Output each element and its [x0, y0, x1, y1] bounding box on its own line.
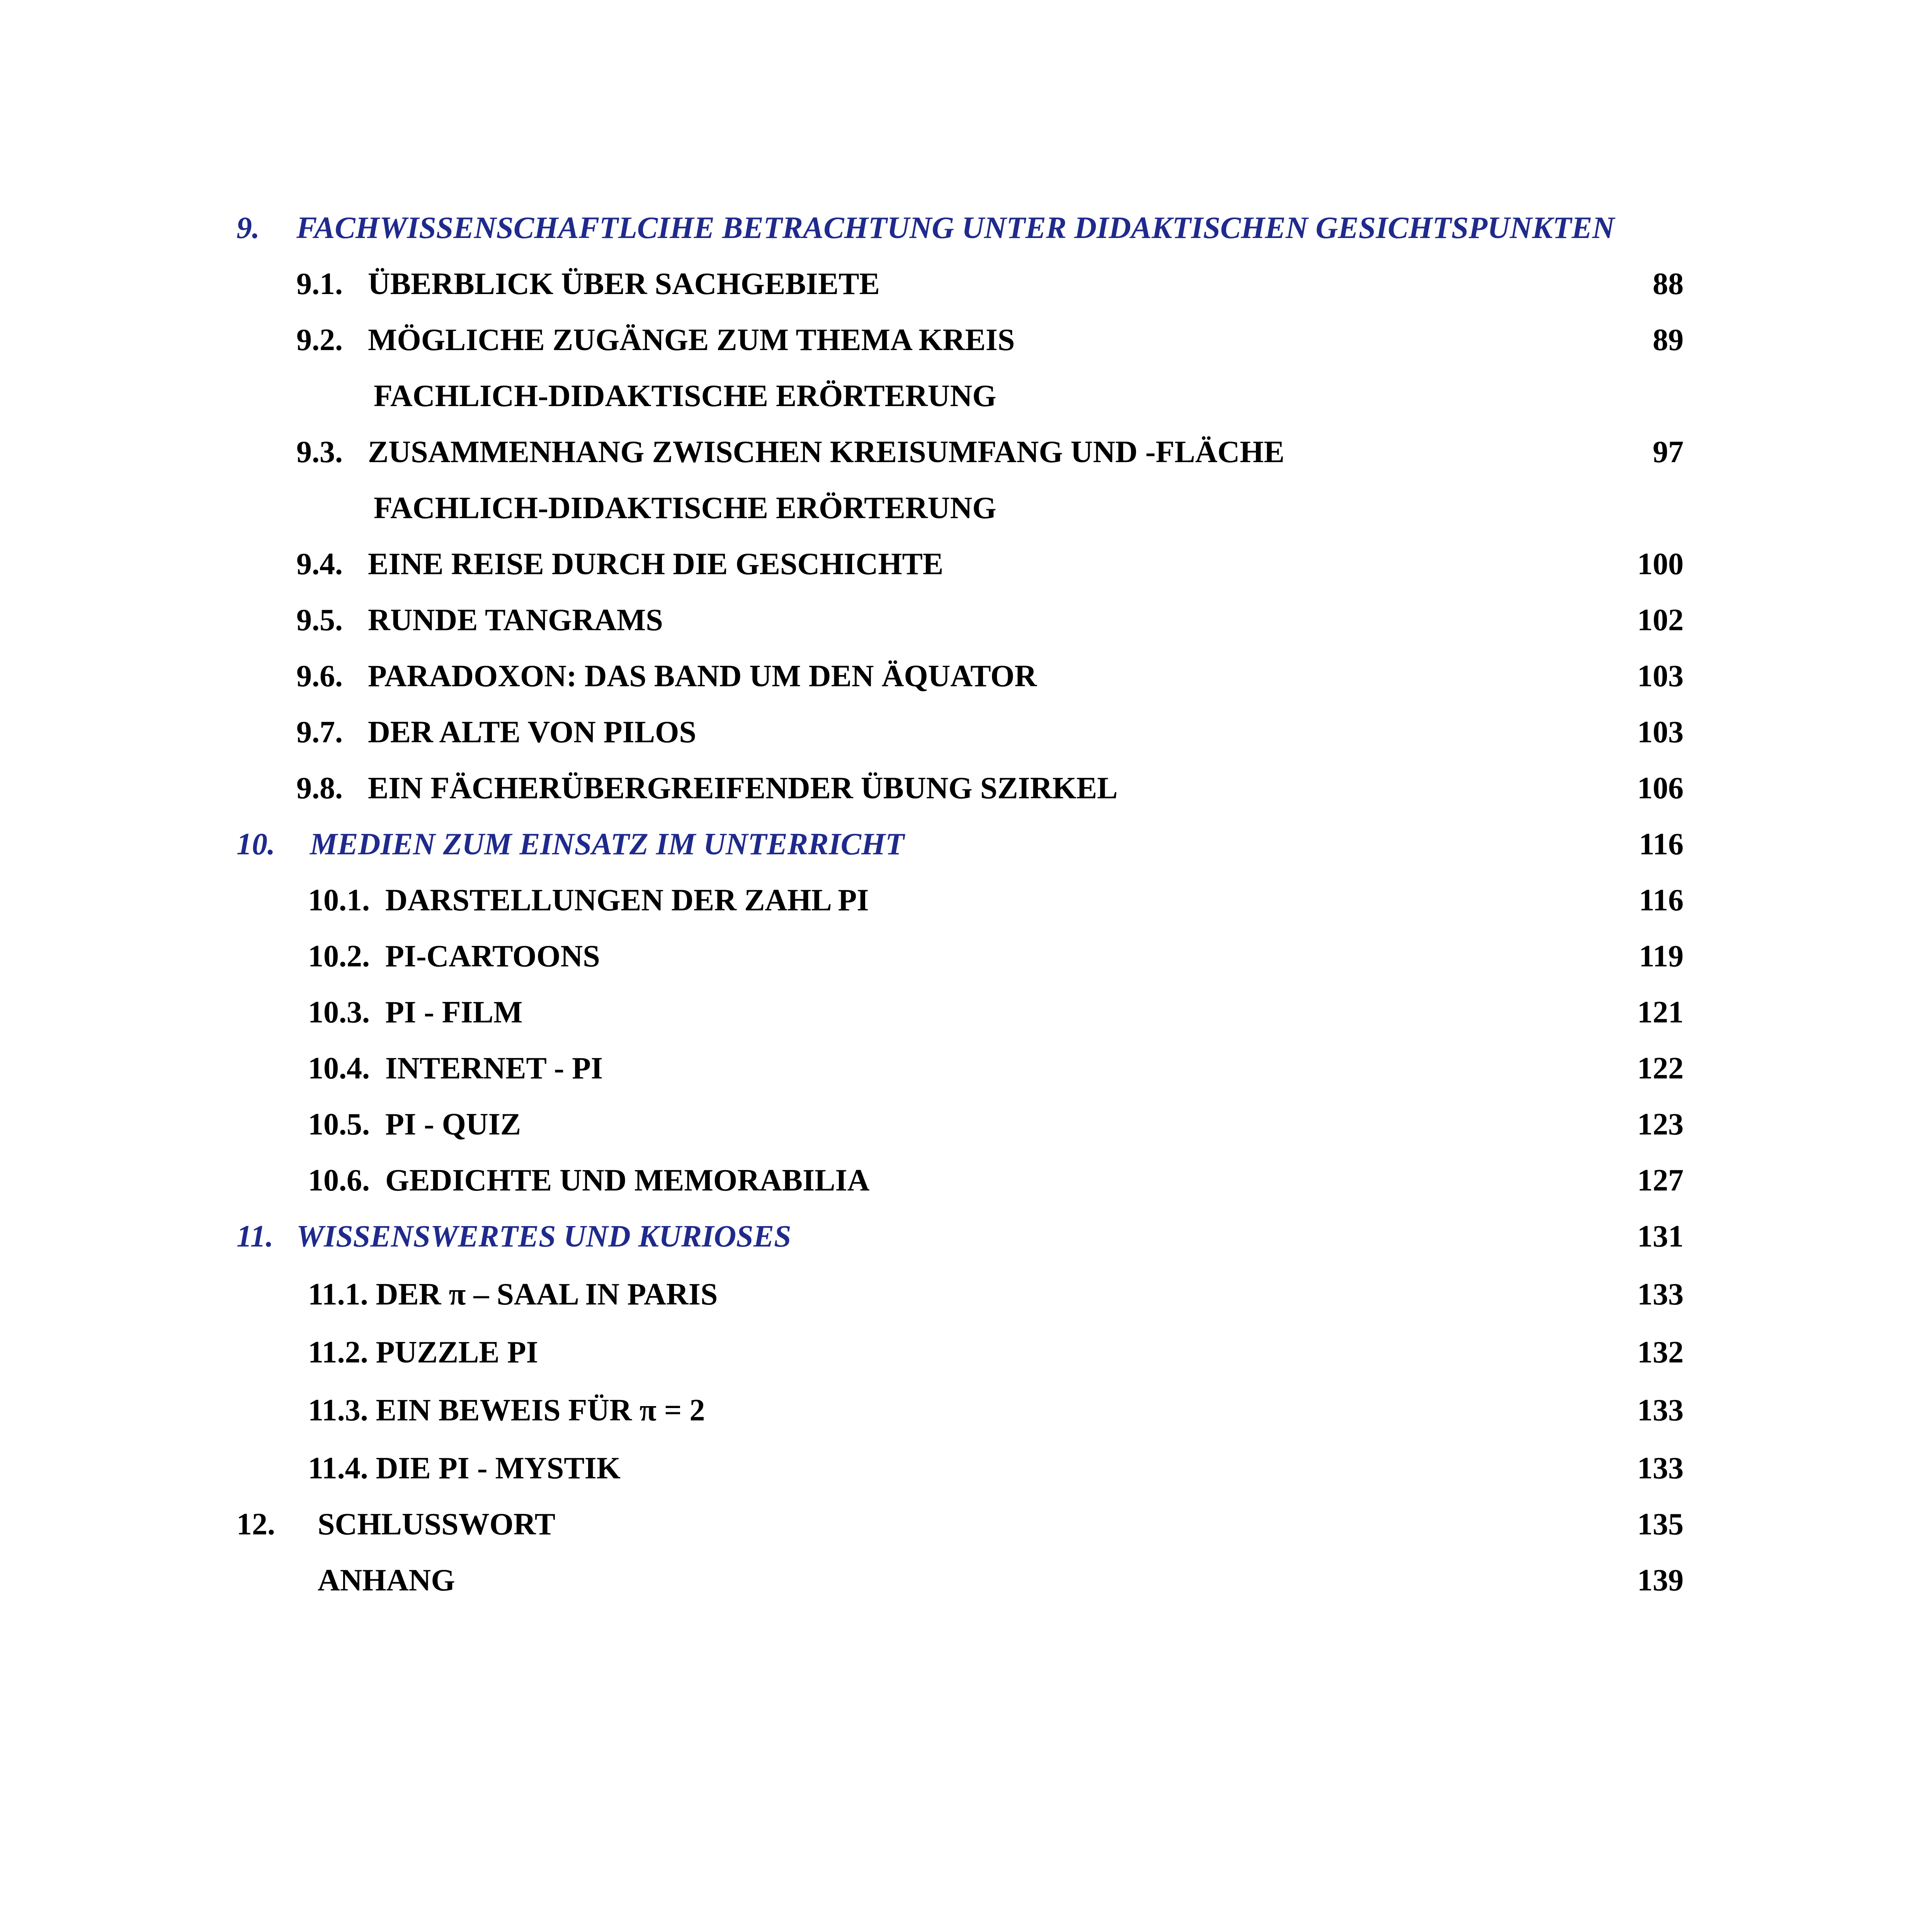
toc-entry-title: WISSENSWERTES UND KURIOSES	[296, 1219, 791, 1253]
toc-entry[interactable]	[236, 485, 1684, 531]
toc-entry[interactable]	[236, 933, 1684, 980]
toc-entry-page: 121	[1637, 995, 1684, 1029]
toc-entry-page: 102	[1637, 603, 1684, 637]
toc-entry[interactable]	[236, 1501, 1684, 1548]
toc-entry-page: 103	[1637, 659, 1684, 693]
toc-entry-page: 133	[1637, 1277, 1684, 1311]
toc-entry[interactable]	[236, 653, 1684, 699]
toc-entry-page: 116	[1639, 827, 1684, 861]
toc-entry-title: GEDICHTE UND MEMORABILIA	[385, 1163, 870, 1197]
toc-entry-page: 100	[1637, 547, 1684, 581]
toc-entry-title: PARADOXON: DAS BAND UM DEN ÄQUATOR	[368, 659, 1037, 693]
toc-entry[interactable]	[236, 1213, 1684, 1260]
toc-entry-title: PI - QUIZ	[385, 1107, 521, 1141]
toc-entry-title: 11.3. EIN BEWEIS FÜR π = 2	[308, 1393, 705, 1427]
toc-entry-number: 10.2.	[308, 939, 370, 973]
toc-entry-number: 9.	[236, 211, 260, 245]
toc-entry-title: PI-CARTOONS	[385, 939, 600, 973]
toc-entry-title: FACHWISSENSCHAFTLCIHE BETRACHTUNG UNTER DIDAKTISCHEN GESICHTSPUNKTEN	[296, 211, 1615, 245]
toc-entry[interactable]	[236, 1557, 1684, 1604]
toc-entry-page: 127	[1637, 1163, 1684, 1197]
toc-entry[interactable]	[236, 821, 1684, 867]
toc-entry-number: 9.1.	[296, 267, 343, 301]
toc-entry-page: 132	[1637, 1335, 1684, 1369]
toc-entry-number: 9.7.	[296, 715, 343, 749]
toc-entry-title: DER ALTE VON PILOS	[368, 715, 696, 749]
toc-entry-title: 11.1. DER π – SAAL IN PARIS	[308, 1277, 718, 1311]
toc-entry-page: 122	[1637, 1051, 1684, 1085]
toc-entry[interactable]	[236, 765, 1684, 811]
toc-entry[interactable]	[236, 429, 1684, 475]
toc-entry-title: MEDIEN ZUM EINSATZ IM UNTERRICHT	[310, 827, 905, 861]
toc-entry-number: 10.4.	[308, 1051, 370, 1085]
toc-entry-page: 97	[1653, 435, 1684, 469]
toc-entry-title: EINE REISE DURCH DIE GESCHICHTE	[368, 547, 944, 581]
toc-entry-title: ANHANG	[318, 1563, 455, 1597]
toc-entry[interactable]	[236, 709, 1684, 755]
toc-entry-number: 10.1.	[308, 883, 370, 917]
toc-entry-page: 135	[1637, 1507, 1684, 1541]
toc-entry-number: 9.6.	[296, 659, 343, 693]
toc-entry[interactable]	[236, 1271, 1684, 1318]
toc-entry-number: 9.4.	[296, 547, 343, 581]
toc-entry[interactable]	[236, 373, 1684, 419]
toc-entry-title: RUNDE TANGRAMS	[368, 603, 663, 637]
toc-entry-page: 133	[1637, 1393, 1684, 1427]
toc-entry-number: 9.8.	[296, 771, 343, 805]
toc-entry-page: 119	[1639, 939, 1684, 973]
toc-entry-page: 139	[1637, 1563, 1684, 1597]
toc-entry[interactable]	[236, 989, 1684, 1036]
toc-entry-page: 106	[1637, 771, 1684, 805]
toc-entry-number: 11.	[236, 1219, 274, 1253]
toc-entry-page: 89	[1653, 323, 1684, 357]
toc-entry-title: 11.4. DIE PI - MYSTIK	[308, 1451, 621, 1485]
toc-entry-title: EIN FÄCHERÜBERGREIFENDER ÜBUNG SZIRKEL	[368, 771, 1118, 805]
toc-entry-title: 11.2. PUZZLE PI	[308, 1335, 538, 1369]
toc-entry-number: 9.2.	[296, 323, 343, 357]
toc-entry-title: ZUSAMMENHANG ZWISCHEN KREISUMFANG UND -FLÄCHE	[368, 435, 1284, 469]
toc-entry[interactable]	[236, 205, 1684, 251]
toc-entry-title: DARSTELLUNGEN DER ZAHL PI	[385, 883, 869, 917]
toc-entry-page: 123	[1637, 1107, 1684, 1141]
toc-entry-page: 131	[1637, 1219, 1684, 1253]
toc-entry[interactable]	[236, 1445, 1684, 1492]
toc-entry[interactable]	[236, 1045, 1684, 1092]
toc-entry-title: FACHLICH-DIDAKTISCHE ERÖRTERUNG	[374, 491, 997, 525]
toc-entry-title: PI - FILM	[385, 995, 523, 1029]
toc-entry[interactable]	[236, 1101, 1684, 1148]
toc-entry[interactable]	[236, 597, 1684, 643]
toc-entry-number: 10.6.	[308, 1163, 370, 1197]
toc-entry-title: ÜBERBLICK ÜBER SACHGEBIETE	[368, 267, 880, 301]
toc-entry-page: 116	[1639, 883, 1684, 917]
toc-entry[interactable]	[236, 877, 1684, 923]
toc-entry-number: 10.5.	[308, 1107, 370, 1141]
toc-entry[interactable]	[236, 317, 1684, 363]
toc-entry[interactable]	[236, 541, 1684, 587]
toc-entry-title: MÖGLICHE ZUGÄNGE ZUM THEMA KREIS	[368, 323, 1015, 357]
toc-entry[interactable]	[236, 1329, 1684, 1376]
toc-entry-title: SCHLUSSWORT	[318, 1507, 556, 1541]
toc-entry-page: 133	[1637, 1451, 1684, 1485]
toc-entry-number: 9.5.	[296, 603, 343, 637]
toc-entry-number: 10.3.	[308, 995, 370, 1029]
toc-entry-title: INTERNET - PI	[385, 1051, 603, 1085]
toc-entry-number: 12.	[236, 1507, 275, 1541]
toc-entry-title: FACHLICH-DIDAKTISCHE ERÖRTERUNG	[374, 379, 997, 413]
toc-entry[interactable]	[236, 261, 1684, 307]
toc-entry-number: 9.3.	[296, 435, 343, 469]
toc-entry[interactable]	[236, 1387, 1684, 1434]
toc-entry-page: 88	[1653, 267, 1684, 301]
toc-entry-page: 103	[1637, 715, 1684, 749]
toc-entry[interactable]	[236, 1157, 1684, 1204]
toc-entry-number: 10.	[236, 827, 275, 861]
